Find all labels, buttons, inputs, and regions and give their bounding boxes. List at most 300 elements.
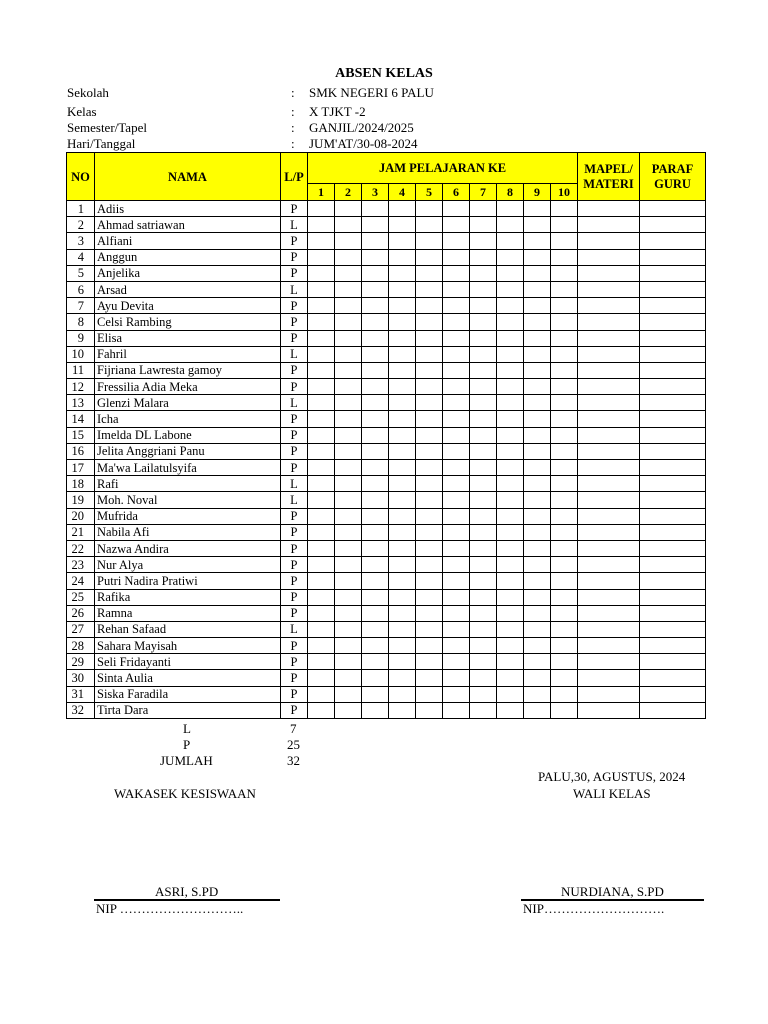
attendance-cell[interactable]: [416, 411, 443, 427]
paraf-cell[interactable]: [640, 217, 706, 233]
attendance-cell[interactable]: [362, 540, 389, 556]
mapel-cell[interactable]: [578, 460, 640, 476]
mapel-cell[interactable]: [578, 605, 640, 621]
attendance-cell[interactable]: [335, 524, 362, 540]
attendance-cell[interactable]: [497, 395, 524, 411]
attendance-cell[interactable]: [335, 557, 362, 573]
mapel-cell[interactable]: [578, 314, 640, 330]
paraf-cell[interactable]: [640, 379, 706, 395]
attendance-cell[interactable]: [389, 346, 416, 362]
attendance-cell[interactable]: [416, 605, 443, 621]
attendance-cell[interactable]: [362, 362, 389, 378]
paraf-cell[interactable]: [640, 621, 706, 637]
attendance-cell[interactable]: [362, 638, 389, 654]
attendance-cell[interactable]: [362, 281, 389, 297]
attendance-cell[interactable]: [389, 589, 416, 605]
attendance-cell[interactable]: [470, 638, 497, 654]
attendance-cell[interactable]: [497, 524, 524, 540]
attendance-cell[interactable]: [470, 233, 497, 249]
attendance-cell[interactable]: [308, 249, 335, 265]
attendance-cell[interactable]: [308, 411, 335, 427]
attendance-cell[interactable]: [389, 201, 416, 217]
attendance-cell[interactable]: [389, 379, 416, 395]
paraf-cell[interactable]: [640, 670, 706, 686]
attendance-cell[interactable]: [443, 217, 470, 233]
attendance-cell[interactable]: [308, 217, 335, 233]
attendance-cell[interactable]: [362, 589, 389, 605]
paraf-cell[interactable]: [640, 298, 706, 314]
attendance-cell[interactable]: [551, 605, 578, 621]
attendance-cell[interactable]: [551, 249, 578, 265]
attendance-cell[interactable]: [335, 654, 362, 670]
attendance-cell[interactable]: [335, 217, 362, 233]
mapel-cell[interactable]: [578, 249, 640, 265]
paraf-cell[interactable]: [640, 638, 706, 654]
attendance-cell[interactable]: [443, 427, 470, 443]
attendance-cell[interactable]: [362, 298, 389, 314]
attendance-cell[interactable]: [416, 686, 443, 702]
attendance-cell[interactable]: [470, 201, 497, 217]
attendance-cell[interactable]: [308, 492, 335, 508]
attendance-cell[interactable]: [470, 362, 497, 378]
attendance-cell[interactable]: [335, 605, 362, 621]
attendance-cell[interactable]: [416, 524, 443, 540]
attendance-cell[interactable]: [362, 443, 389, 459]
mapel-cell[interactable]: [578, 233, 640, 249]
attendance-cell[interactable]: [443, 298, 470, 314]
attendance-cell[interactable]: [416, 476, 443, 492]
attendance-cell[interactable]: [497, 540, 524, 556]
attendance-cell[interactable]: [551, 540, 578, 556]
attendance-cell[interactable]: [389, 460, 416, 476]
attendance-cell[interactable]: [497, 362, 524, 378]
attendance-cell[interactable]: [308, 605, 335, 621]
attendance-cell[interactable]: [416, 201, 443, 217]
attendance-cell[interactable]: [551, 686, 578, 702]
attendance-cell[interactable]: [416, 621, 443, 637]
attendance-cell[interactable]: [416, 427, 443, 443]
attendance-cell[interactable]: [416, 443, 443, 459]
attendance-cell[interactable]: [335, 573, 362, 589]
attendance-cell[interactable]: [362, 686, 389, 702]
attendance-cell[interactable]: [551, 281, 578, 297]
attendance-cell[interactable]: [470, 476, 497, 492]
attendance-cell[interactable]: [416, 379, 443, 395]
attendance-cell[interactable]: [551, 573, 578, 589]
attendance-cell[interactable]: [497, 411, 524, 427]
mapel-cell[interactable]: [578, 476, 640, 492]
attendance-cell[interactable]: [362, 233, 389, 249]
attendance-cell[interactable]: [308, 379, 335, 395]
paraf-cell[interactable]: [640, 589, 706, 605]
attendance-cell[interactable]: [335, 298, 362, 314]
attendance-cell[interactable]: [308, 638, 335, 654]
attendance-cell[interactable]: [335, 427, 362, 443]
attendance-cell[interactable]: [443, 476, 470, 492]
attendance-cell[interactable]: [335, 508, 362, 524]
attendance-cell[interactable]: [470, 346, 497, 362]
attendance-cell[interactable]: [362, 670, 389, 686]
mapel-cell[interactable]: [578, 524, 640, 540]
attendance-cell[interactable]: [416, 573, 443, 589]
attendance-cell[interactable]: [308, 573, 335, 589]
attendance-cell[interactable]: [416, 460, 443, 476]
attendance-cell[interactable]: [524, 654, 551, 670]
attendance-cell[interactable]: [551, 492, 578, 508]
attendance-cell[interactable]: [551, 476, 578, 492]
attendance-cell[interactable]: [497, 654, 524, 670]
attendance-cell[interactable]: [524, 249, 551, 265]
attendance-cell[interactable]: [389, 508, 416, 524]
attendance-cell[interactable]: [443, 265, 470, 281]
attendance-cell[interactable]: [470, 686, 497, 702]
attendance-cell[interactable]: [416, 265, 443, 281]
attendance-cell[interactable]: [443, 654, 470, 670]
attendance-cell[interactable]: [470, 540, 497, 556]
attendance-cell[interactable]: [443, 702, 470, 718]
mapel-cell[interactable]: [578, 362, 640, 378]
mapel-cell[interactable]: [578, 557, 640, 573]
attendance-cell[interactable]: [335, 670, 362, 686]
attendance-cell[interactable]: [551, 670, 578, 686]
attendance-cell[interactable]: [497, 298, 524, 314]
attendance-cell[interactable]: [443, 589, 470, 605]
attendance-cell[interactable]: [443, 492, 470, 508]
attendance-cell[interactable]: [443, 557, 470, 573]
attendance-cell[interactable]: [308, 508, 335, 524]
attendance-cell[interactable]: [389, 702, 416, 718]
attendance-cell[interactable]: [335, 395, 362, 411]
attendance-cell[interactable]: [416, 702, 443, 718]
attendance-cell[interactable]: [551, 702, 578, 718]
attendance-cell[interactable]: [362, 654, 389, 670]
attendance-cell[interactable]: [335, 443, 362, 459]
attendance-cell[interactable]: [416, 589, 443, 605]
attendance-cell[interactable]: [335, 686, 362, 702]
attendance-cell[interactable]: [335, 460, 362, 476]
attendance-cell[interactable]: [497, 427, 524, 443]
attendance-cell[interactable]: [416, 670, 443, 686]
attendance-cell[interactable]: [443, 686, 470, 702]
attendance-cell[interactable]: [524, 621, 551, 637]
attendance-cell[interactable]: [308, 314, 335, 330]
attendance-cell[interactable]: [335, 233, 362, 249]
attendance-cell[interactable]: [335, 265, 362, 281]
attendance-cell[interactable]: [524, 298, 551, 314]
attendance-cell[interactable]: [389, 314, 416, 330]
attendance-cell[interactable]: [389, 443, 416, 459]
attendance-cell[interactable]: [335, 589, 362, 605]
attendance-cell[interactable]: [497, 557, 524, 573]
attendance-cell[interactable]: [416, 654, 443, 670]
attendance-cell[interactable]: [524, 427, 551, 443]
attendance-cell[interactable]: [308, 395, 335, 411]
attendance-cell[interactable]: [524, 379, 551, 395]
attendance-cell[interactable]: [308, 460, 335, 476]
attendance-cell[interactable]: [524, 443, 551, 459]
mapel-cell[interactable]: [578, 395, 640, 411]
attendance-cell[interactable]: [551, 508, 578, 524]
attendance-cell[interactable]: [389, 411, 416, 427]
attendance-cell[interactable]: [497, 621, 524, 637]
attendance-cell[interactable]: [470, 589, 497, 605]
attendance-cell[interactable]: [497, 443, 524, 459]
attendance-cell[interactable]: [470, 249, 497, 265]
paraf-cell[interactable]: [640, 265, 706, 281]
paraf-cell[interactable]: [640, 249, 706, 265]
attendance-cell[interactable]: [470, 281, 497, 297]
attendance-cell[interactable]: [524, 330, 551, 346]
attendance-cell[interactable]: [443, 379, 470, 395]
attendance-cell[interactable]: [308, 201, 335, 217]
attendance-cell[interactable]: [470, 524, 497, 540]
attendance-cell[interactable]: [497, 314, 524, 330]
attendance-cell[interactable]: [551, 265, 578, 281]
attendance-cell[interactable]: [497, 638, 524, 654]
mapel-cell[interactable]: [578, 298, 640, 314]
attendance-cell[interactable]: [362, 557, 389, 573]
attendance-cell[interactable]: [497, 508, 524, 524]
attendance-cell[interactable]: [470, 411, 497, 427]
attendance-cell[interactable]: [335, 249, 362, 265]
paraf-cell[interactable]: [640, 492, 706, 508]
attendance-cell[interactable]: [362, 621, 389, 637]
attendance-cell[interactable]: [497, 670, 524, 686]
attendance-cell[interactable]: [443, 670, 470, 686]
attendance-cell[interactable]: [470, 298, 497, 314]
attendance-cell[interactable]: [470, 492, 497, 508]
attendance-cell[interactable]: [443, 460, 470, 476]
mapel-cell[interactable]: [578, 201, 640, 217]
attendance-cell[interactable]: [362, 573, 389, 589]
paraf-cell[interactable]: [640, 411, 706, 427]
attendance-cell[interactable]: [362, 379, 389, 395]
attendance-cell[interactable]: [497, 217, 524, 233]
attendance-cell[interactable]: [416, 281, 443, 297]
paraf-cell[interactable]: [640, 540, 706, 556]
attendance-cell[interactable]: [524, 346, 551, 362]
paraf-cell[interactable]: [640, 573, 706, 589]
attendance-cell[interactable]: [389, 621, 416, 637]
mapel-cell[interactable]: [578, 217, 640, 233]
attendance-cell[interactable]: [389, 362, 416, 378]
attendance-cell[interactable]: [389, 249, 416, 265]
attendance-cell[interactable]: [389, 281, 416, 297]
attendance-cell[interactable]: [308, 540, 335, 556]
attendance-cell[interactable]: [443, 524, 470, 540]
attendance-cell[interactable]: [335, 346, 362, 362]
attendance-cell[interactable]: [416, 540, 443, 556]
attendance-cell[interactable]: [470, 670, 497, 686]
attendance-cell[interactable]: [551, 298, 578, 314]
paraf-cell[interactable]: [640, 330, 706, 346]
paraf-cell[interactable]: [640, 524, 706, 540]
attendance-cell[interactable]: [362, 346, 389, 362]
attendance-cell[interactable]: [308, 670, 335, 686]
attendance-cell[interactable]: [335, 330, 362, 346]
attendance-cell[interactable]: [389, 605, 416, 621]
attendance-cell[interactable]: [497, 460, 524, 476]
attendance-cell[interactable]: [470, 573, 497, 589]
attendance-cell[interactable]: [470, 508, 497, 524]
mapel-cell[interactable]: [578, 573, 640, 589]
mapel-cell[interactable]: [578, 654, 640, 670]
attendance-cell[interactable]: [389, 233, 416, 249]
attendance-cell[interactable]: [389, 265, 416, 281]
attendance-cell[interactable]: [551, 314, 578, 330]
attendance-cell[interactable]: [416, 362, 443, 378]
paraf-cell[interactable]: [640, 686, 706, 702]
paraf-cell[interactable]: [640, 508, 706, 524]
attendance-cell[interactable]: [362, 395, 389, 411]
attendance-cell[interactable]: [416, 314, 443, 330]
mapel-cell[interactable]: [578, 670, 640, 686]
attendance-cell[interactable]: [362, 460, 389, 476]
attendance-cell[interactable]: [524, 508, 551, 524]
attendance-cell[interactable]: [443, 249, 470, 265]
attendance-cell[interactable]: [308, 443, 335, 459]
attendance-cell[interactable]: [362, 249, 389, 265]
attendance-cell[interactable]: [470, 217, 497, 233]
attendance-cell[interactable]: [308, 298, 335, 314]
attendance-cell[interactable]: [551, 379, 578, 395]
paraf-cell[interactable]: [640, 460, 706, 476]
attendance-cell[interactable]: [443, 443, 470, 459]
attendance-cell[interactable]: [308, 330, 335, 346]
attendance-cell[interactable]: [443, 330, 470, 346]
attendance-cell[interactable]: [470, 395, 497, 411]
attendance-cell[interactable]: [443, 314, 470, 330]
mapel-cell[interactable]: [578, 411, 640, 427]
paraf-cell[interactable]: [640, 476, 706, 492]
mapel-cell[interactable]: [578, 589, 640, 605]
attendance-cell[interactable]: [551, 201, 578, 217]
attendance-cell[interactable]: [551, 427, 578, 443]
attendance-cell[interactable]: [470, 557, 497, 573]
attendance-cell[interactable]: [443, 621, 470, 637]
paraf-cell[interactable]: [640, 233, 706, 249]
attendance-cell[interactable]: [362, 476, 389, 492]
attendance-cell[interactable]: [497, 476, 524, 492]
paraf-cell[interactable]: [640, 427, 706, 443]
attendance-cell[interactable]: [335, 702, 362, 718]
attendance-cell[interactable]: [497, 201, 524, 217]
attendance-cell[interactable]: [551, 362, 578, 378]
attendance-cell[interactable]: [389, 395, 416, 411]
attendance-cell[interactable]: [335, 476, 362, 492]
attendance-cell[interactable]: [335, 540, 362, 556]
attendance-cell[interactable]: [362, 330, 389, 346]
attendance-cell[interactable]: [389, 573, 416, 589]
attendance-cell[interactable]: [524, 362, 551, 378]
attendance-cell[interactable]: [551, 621, 578, 637]
attendance-cell[interactable]: [470, 702, 497, 718]
attendance-cell[interactable]: [389, 330, 416, 346]
mapel-cell[interactable]: [578, 508, 640, 524]
attendance-cell[interactable]: [524, 395, 551, 411]
attendance-cell[interactable]: [524, 492, 551, 508]
mapel-cell[interactable]: [578, 638, 640, 654]
attendance-cell[interactable]: [308, 281, 335, 297]
attendance-cell[interactable]: [551, 330, 578, 346]
attendance-cell[interactable]: [524, 233, 551, 249]
mapel-cell[interactable]: [578, 443, 640, 459]
attendance-cell[interactable]: [389, 217, 416, 233]
attendance-cell[interactable]: [416, 346, 443, 362]
attendance-cell[interactable]: [524, 670, 551, 686]
attendance-cell[interactable]: [335, 379, 362, 395]
attendance-cell[interactable]: [470, 621, 497, 637]
attendance-cell[interactable]: [524, 540, 551, 556]
attendance-cell[interactable]: [497, 492, 524, 508]
attendance-cell[interactable]: [524, 314, 551, 330]
mapel-cell[interactable]: [578, 281, 640, 297]
attendance-cell[interactable]: [389, 654, 416, 670]
attendance-cell[interactable]: [362, 427, 389, 443]
attendance-cell[interactable]: [470, 443, 497, 459]
attendance-cell[interactable]: [497, 249, 524, 265]
attendance-cell[interactable]: [389, 686, 416, 702]
attendance-cell[interactable]: [524, 638, 551, 654]
attendance-cell[interactable]: [470, 427, 497, 443]
attendance-cell[interactable]: [551, 654, 578, 670]
attendance-cell[interactable]: [389, 298, 416, 314]
attendance-cell[interactable]: [470, 330, 497, 346]
attendance-cell[interactable]: [335, 281, 362, 297]
attendance-cell[interactable]: [551, 524, 578, 540]
attendance-cell[interactable]: [551, 395, 578, 411]
attendance-cell[interactable]: [362, 508, 389, 524]
attendance-cell[interactable]: [524, 281, 551, 297]
attendance-cell[interactable]: [416, 557, 443, 573]
attendance-cell[interactable]: [497, 281, 524, 297]
attendance-cell[interactable]: [551, 460, 578, 476]
attendance-cell[interactable]: [416, 298, 443, 314]
attendance-cell[interactable]: [470, 605, 497, 621]
attendance-cell[interactable]: [443, 411, 470, 427]
attendance-cell[interactable]: [308, 524, 335, 540]
attendance-cell[interactable]: [335, 314, 362, 330]
attendance-cell[interactable]: [497, 702, 524, 718]
paraf-cell[interactable]: [640, 654, 706, 670]
attendance-cell[interactable]: [524, 201, 551, 217]
attendance-cell[interactable]: [497, 589, 524, 605]
attendance-cell[interactable]: [470, 265, 497, 281]
paraf-cell[interactable]: [640, 702, 706, 718]
mapel-cell[interactable]: [578, 702, 640, 718]
attendance-cell[interactable]: [362, 217, 389, 233]
mapel-cell[interactable]: [578, 265, 640, 281]
attendance-cell[interactable]: [497, 605, 524, 621]
attendance-cell[interactable]: [335, 638, 362, 654]
attendance-cell[interactable]: [470, 314, 497, 330]
attendance-cell[interactable]: [389, 638, 416, 654]
attendance-cell[interactable]: [308, 621, 335, 637]
attendance-cell[interactable]: [308, 265, 335, 281]
attendance-cell[interactable]: [443, 346, 470, 362]
attendance-cell[interactable]: [308, 427, 335, 443]
attendance-cell[interactable]: [524, 265, 551, 281]
attendance-cell[interactable]: [389, 476, 416, 492]
attendance-cell[interactable]: [443, 540, 470, 556]
attendance-cell[interactable]: [362, 314, 389, 330]
attendance-cell[interactable]: [335, 621, 362, 637]
attendance-cell[interactable]: [416, 330, 443, 346]
attendance-cell[interactable]: [524, 573, 551, 589]
mapel-cell[interactable]: [578, 686, 640, 702]
mapel-cell[interactable]: [578, 330, 640, 346]
attendance-cell[interactable]: [551, 557, 578, 573]
